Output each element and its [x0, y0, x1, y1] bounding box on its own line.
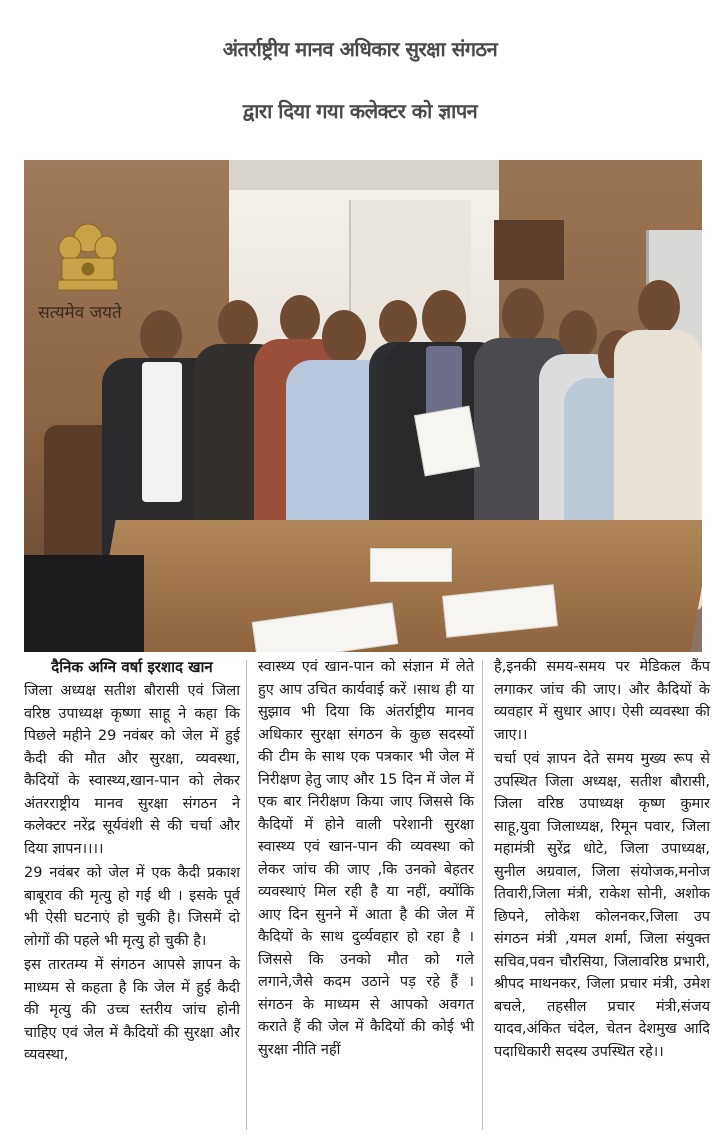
paragraph: है,इनकी समय-समय पर मेडिकल कैंप लगाकर जांच की जाए। और कैदियों के व्यवहार में सुधार आए। ऐसी व्यवस्था की जाए।। [494, 659, 710, 743]
shelf [494, 220, 564, 280]
monitor [24, 555, 144, 652]
paragraph: इस तारतम्य में संगठन आपसे ज्ञापन के माध्यम से कहता है कि जेल में हुई कैदी की मृत्यु की उच्च स्तरीय जांच होनी चाहिए एवं जेल में कैदियों की सुरक्षा और व्यवस्था, [24, 957, 240, 1063]
headline-line-1: अंतर्राष्ट्रीय मानव अधिकार सुरक्षा संगठन [222, 37, 498, 61]
paragraph: 29 नवंबर को जेल में एक कैदी प्रकाश बाबूराव की मृत्यु हो गई थी । इसके पूर्व भी ऐसी घटनाएं हो चुकी है। जिसमें दो लोगों की पहले भी मृत्यु हो चुकी है। [24, 865, 240, 949]
ceiling [229, 160, 499, 194]
paragraph: चर्चा एवं ज्ञापन देते समय मुख्य रूप से उपस्थित जिला अध्यक्ष, सतीश बौरासी, जिला वरिष्ठ उपाध्यक्ष कृष्ण कुमार साहू,युवा जिलाध्यक्ष, रिमून पवार, जिला महामंत्री सुरेंद्र धोटे, जिला उपाध्यक्ष, सुनील अग्रवाल, जिला संयोजक,मनोज तिवारी,जिला मंत्री, राकेश सोनी, अशोक छिपने, लोकेश कोलनकर,जिला उप संगठन मंत्री ,यमल शर्मा, जिला संयुक्त सचिव,पवन चौरसिया, जिलावरिष्ठ प्रभारी, श्रीपद माथनकर, जिला प्रचार मंत्री, उमेश बचले, तहसील प्रचार मंत्री,संजय यादव,अंकित चंदेल, चेतन देशमुख आदि पदाधिकारी सदस्य उपस्थित रहे।। [494, 751, 710, 1060]
memorandum-document [414, 406, 480, 477]
news-photo [24, 160, 702, 652]
paragraph: जिला अध्यक्ष सतीश बौरासी एवं जिला वरिष्ठ उपाध्यक्ष कृष्णा साहू ने कहा कि पिछले महीने 29 नवंबर को जेल में हुई कैदी की मौत और सुरक्षा, व्यवस्था, कैदियों के स्वास्थ्य,खान-पान को लेकर अंतरराष्ट्रीय मानव सुरक्षा संगठन ने कलेक्टर नरेंद्र सूर्यवंशी से की चर्चा और दिया ज्ञापन।।।। [24, 683, 240, 857]
column-divider [246, 660, 247, 1130]
headline [0, 18, 720, 142]
article [0, 652, 720, 1137]
article-column-2 [258, 652, 474, 1061]
column-divider [482, 660, 483, 1130]
article-column-1 [24, 652, 240, 1067]
national-emblem-icon [52, 220, 124, 305]
emblem-motto: सत्यमेव जयते [38, 303, 122, 323]
headline-line-2: द्वारा दिया गया कलेक्टर को ज्ञापन [242, 99, 478, 123]
article-column-3 [494, 652, 710, 1063]
paper [370, 548, 452, 582]
paragraph: स्वास्थ्य एवं खान-पान को संज्ञान में लेते हुए आप उचित कार्यवाई करें ।साथ ही या सुझाव भी दिया कि अंतर्राष्ट्रीय मानव अधिकार सुरक्षा संगठन के कुछ सदस्यों की टीम के साथ एक पत्रकार भी जेल में निरीक्षण हेतु जाए और 15 दिन में जेल में एक बार निरीक्षण किया जाए जिससे कि कैदियों में होने वाली परेशानी सुरक्षा स्वास्थ्य एवं खान-पान की व्यवस्था को लेकर जांच की जाए ,कि उनको बेहतर व्यवस्थाएं मिल रही है या नहीं, क्योंकि आए दिन सुनने में आता है की जेल में कैदियों के साथ दुर्व्यवहार हो रहा है ।जिससे कि उनको मौत को गले लगाने,जैसे कदम उठाने पड़ रहे हैं । संगठन के माध्यम से आपको अवगत कराते हैं की जेल में कैदियों की कोई भी सुरक्षा नीति नहीं [258, 659, 474, 1058]
desk [92, 520, 702, 652]
byline: दैनिक अग्नि वर्षा इरशाद खान [51, 658, 213, 676]
